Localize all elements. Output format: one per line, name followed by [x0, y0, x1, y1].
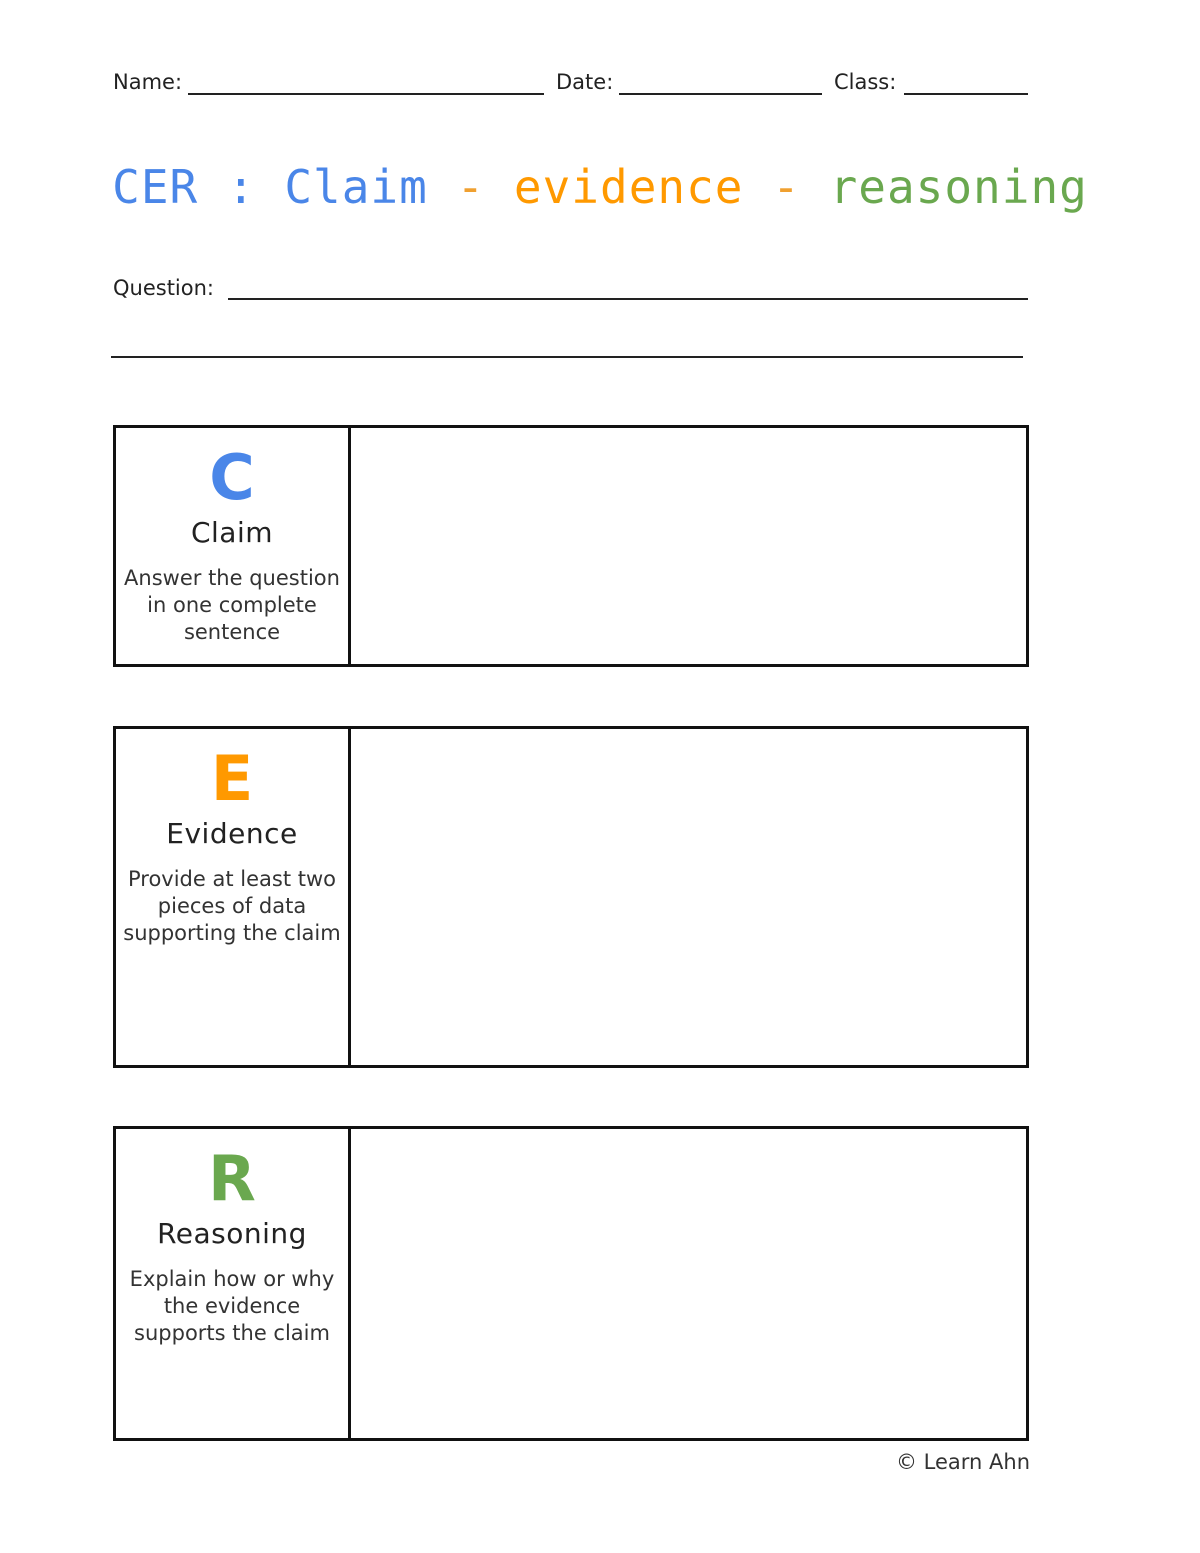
title-claim: Claim — [284, 160, 428, 214]
page-title — [0, 160, 1200, 214]
date-label: Date: — [556, 70, 614, 94]
reasoning-section — [113, 1126, 1029, 1441]
name-field[interactable] — [188, 93, 544, 95]
title-evidence: evidence — [513, 160, 744, 214]
title-separator: : — [198, 160, 285, 214]
claim-letter: C — [209, 441, 255, 514]
claim-label-cell — [116, 428, 351, 664]
question-line-1[interactable] — [228, 298, 1028, 300]
class-field[interactable] — [904, 93, 1028, 95]
reasoning-letter: R — [208, 1142, 256, 1215]
claim-answer-area[interactable] — [351, 428, 1026, 664]
copyright-footer: © Learn Ahn — [895, 1450, 1030, 1474]
claim-section — [113, 425, 1029, 667]
title-reasoning: reasoning — [829, 160, 1088, 214]
evidence-section — [113, 726, 1029, 1068]
title-separator: - — [427, 160, 514, 214]
reasoning-heading: Reasoning — [157, 1217, 307, 1250]
title-separator: - — [743, 160, 830, 214]
reasoning-answer-area[interactable] — [351, 1129, 1026, 1438]
date-field[interactable] — [619, 93, 822, 95]
evidence-letter: E — [210, 742, 254, 815]
reasoning-description: Explain how or why the evidence supports the claim — [129, 1267, 335, 1345]
evidence-description: Provide at least two pieces of data supporting the claim — [123, 867, 341, 945]
claim-description: Answer the question in one complete sentence — [124, 566, 340, 644]
evidence-heading: Evidence — [166, 817, 298, 850]
question-label: Question: — [113, 276, 215, 300]
claim-heading: Claim — [190, 516, 274, 549]
question-line-2[interactable] — [111, 356, 1023, 358]
class-label: Class: — [834, 70, 897, 94]
reasoning-label-cell — [116, 1129, 351, 1438]
name-label: Name: — [113, 70, 183, 94]
evidence-answer-area[interactable] — [351, 729, 1026, 1065]
title-cer: CER — [112, 160, 199, 214]
evidence-label-cell — [116, 729, 351, 1065]
